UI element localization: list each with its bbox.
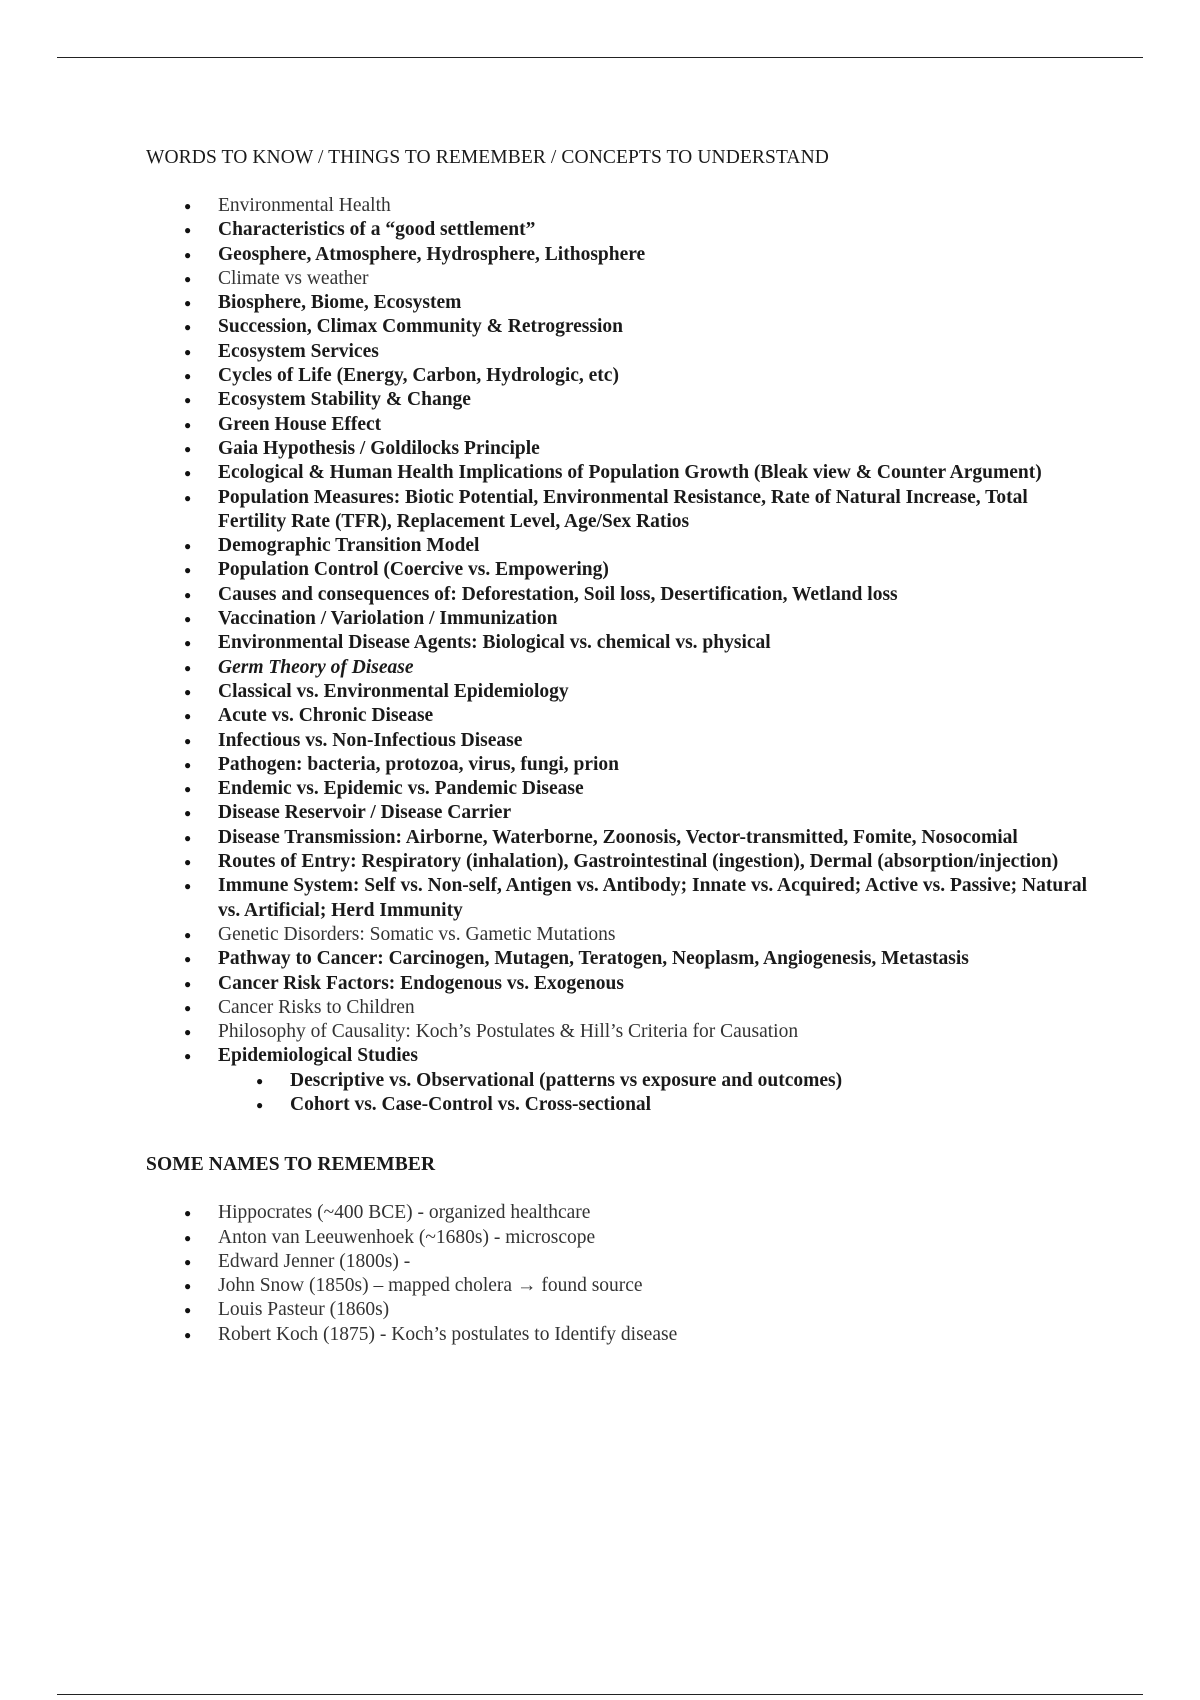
- list-item: ● Infectious vs. Non-Infectious Disease: [218, 729, 1096, 753]
- list-item: ● Population Measures: Biotic Potential, Environmental Resistance, Rate of Natural Increase, Total Fertility Rate (TFR), Replacement Level, Age/Sex Ratios: [218, 486, 1096, 535]
- section-title-names: SOME NAMES TO REMEMBER: [146, 1154, 436, 1176]
- section-spacer: [146, 1117, 1096, 1153]
- list-item: ● Characteristics of a “good settlement”: [218, 218, 1096, 242]
- epidemiological-studies-sublist: [218, 1069, 1096, 1118]
- list-item: ● Immune System: Self vs. Non-self, Antigen vs. Antibody; Innate vs. Acquired; Active vs. Passive; Natural vs. Artificial; Herd Immunity: [218, 874, 1096, 923]
- list-item: ● Pathogen: bacteria, protozoa, virus, fungi, prion: [218, 753, 1096, 777]
- list-item: ● Routes of Entry: Respiratory (inhalation), Gastrointestinal (ingestion), Dermal (absorption/injection): [218, 850, 1096, 874]
- list-item-with-sublist: [218, 1044, 1096, 1117]
- list-item: ● Geosphere, Atmosphere, Hydrosphere, Lithosphere: [218, 243, 1096, 267]
- list-item: ● Demographic Transition Model: [218, 534, 1096, 558]
- list-item: ● Disease Reservoir / Disease Carrier: [218, 801, 1096, 825]
- list-item: ● Gaia Hypothesis / Goldilocks Principle: [218, 437, 1096, 461]
- list-item: ● Cancer Risks to Children: [218, 996, 1096, 1020]
- list-item: ● Cycles of Life (Energy, Carbon, Hydrologic, etc): [218, 364, 1096, 388]
- section-title-words: WORDS TO KNOW / THINGS TO REMEMBER / CONCEPTS TO UNDERSTAND: [146, 147, 829, 168]
- list-item: ● Edward Jenner (1800s) -: [218, 1250, 1096, 1274]
- names-list: [146, 1201, 1096, 1347]
- list-item: ● Disease Transmission: Airborne, Waterborne, Zoonosis, Vector-transmitted, Fomite, Nosocomial: [218, 826, 1096, 850]
- sub-list-item: ● Descriptive vs. Observational (patterns vs exposure and outcomes): [290, 1069, 1096, 1093]
- list-item: ● Robert Koch (1875) - Koch’s postulates to Identify disease: [218, 1323, 1096, 1347]
- sub-list-item: ● Cohort vs. Case-Control vs. Cross-sectional: [290, 1093, 1096, 1117]
- list-item: ● Ecosystem Stability & Change: [218, 388, 1096, 412]
- list-item: ● Hippocrates (~400 BCE) - organized healthcare: [218, 1201, 1096, 1225]
- list-item: ● Biosphere, Biome, Ecosystem: [218, 291, 1096, 315]
- list-item: ● Environmental Disease Agents: Biological vs. chemical vs. physical: [218, 631, 1096, 655]
- list-item: ● John Snow (1850s) – mapped cholera → found source: [218, 1274, 1096, 1298]
- list-item-label: Epidemiological Studies: [218, 1045, 418, 1067]
- list-item: ● Ecosystem Services: [218, 340, 1096, 364]
- list-item: ● Germ Theory of Disease: [218, 656, 1096, 680]
- document-page: [146, 146, 1096, 1347]
- list-item: ● Anton van Leeuwenhoek (~1680s) - microscope: [218, 1226, 1096, 1250]
- list-item: ● Population Control (Coercive vs. Empowering): [218, 558, 1096, 582]
- list-item: ● Classical vs. Environmental Epidemiology: [218, 680, 1096, 704]
- list-item: ● Green House Effect: [218, 413, 1096, 437]
- list-item: ● Causes and consequences of: Deforestation, Soil loss, Desertification, Wetland loss: [218, 583, 1096, 607]
- list-item: ● Ecological & Human Health Implications of Population Growth (Bleak view & Counter Argument): [218, 461, 1096, 485]
- list-item: ● Cancer Risk Factors: Endogenous vs. Exogenous: [218, 972, 1096, 996]
- list-item: ● Climate vs weather: [218, 267, 1096, 291]
- list-item: ● Vaccination / Variolation / Immunization: [218, 607, 1096, 631]
- list-item: ● Succession, Climax Community & Retrogression: [218, 315, 1096, 339]
- top-rule: [57, 57, 1143, 58]
- list-item: ● Philosophy of Causality: Koch’s Postulates & Hill’s Criteria for Causation: [218, 1020, 1096, 1044]
- list-item: ● Louis Pasteur (1860s): [218, 1298, 1096, 1322]
- list-item: ● Genetic Disorders: Somatic vs. Gametic Mutations: [218, 923, 1096, 947]
- list-item: ● Environmental Health: [218, 194, 1096, 218]
- list-item: ● Pathway to Cancer: Carcinogen, Mutagen, Teratogen, Neoplasm, Angiogenesis, Metastasis: [218, 947, 1096, 971]
- list-item: ● Acute vs. Chronic Disease: [218, 704, 1096, 728]
- bottom-rule: [57, 1694, 1143, 1695]
- concepts-list: [146, 194, 1096, 1117]
- list-item: ● Endemic vs. Epidemic vs. Pandemic Disease: [218, 777, 1096, 801]
